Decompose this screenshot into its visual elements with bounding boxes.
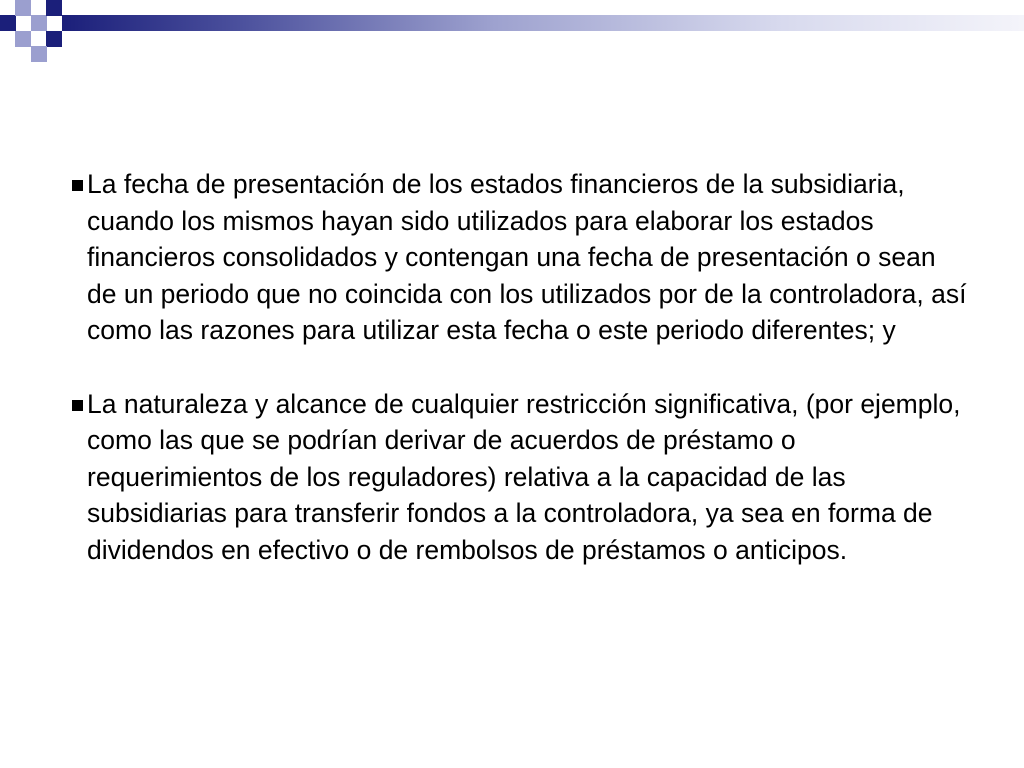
slide-content: [72, 166, 972, 605]
bullet-item: [72, 166, 972, 349]
decor-square-icon: [15, 0, 31, 16]
header-decoration: [0, 0, 1024, 64]
bullet-text: La fecha de presentación de los estados financieros de la subsidiaria, cuando los mismos hayan sido utilizados para elaborar los estados financieros consolidados y contengan una fecha de presentación o sean de un periodo que no coincida con los utilizados por de la controladora, así como las razones para utilizar esta fecha o este periodo diferentes; y: [87, 169, 967, 345]
square-bullet-icon: [72, 180, 83, 191]
decor-square-icon: [0, 15, 16, 31]
decor-square-icon: [31, 46, 47, 62]
decor-square-icon: [15, 31, 31, 47]
square-bullet-icon: [72, 400, 83, 411]
bullet-item: [72, 386, 972, 569]
decor-square-icon: [46, 0, 62, 16]
header-gradient-bar: [62, 15, 1024, 31]
decor-square-icon: [31, 15, 47, 31]
bullet-text: La naturaleza y alcance de cualquier restricción significativa, (por ejemplo, como las que se podrían derivar de acuerdos de préstamo o requerimientos de los reguladores) relativa a la capacidad de las subsidiarias para transferir fondos a la controladora, ya sea en forma de dividendos en efectivo o de rembolsos de préstamos o anticipos.: [87, 388, 961, 565]
decor-square-icon: [46, 31, 62, 47]
